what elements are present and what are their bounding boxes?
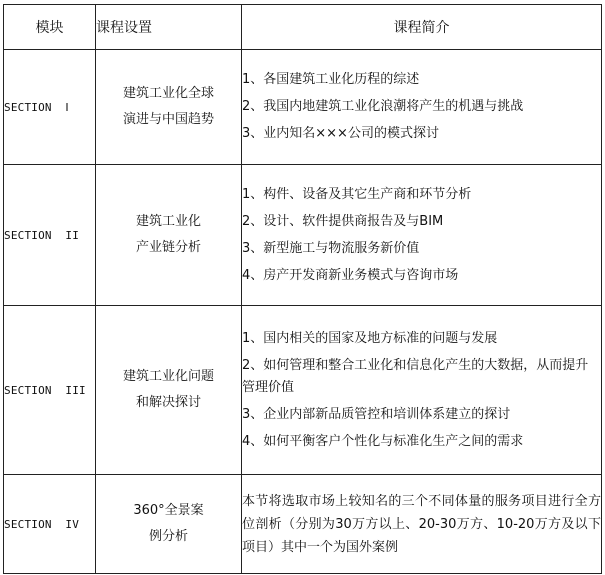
- course-intro-cell: [242, 50, 602, 165]
- intro-item: 2、如何管理和整合工业化和信息化产生的大数据，从而提升管理价值: [242, 357, 589, 395]
- course-setting-line: 和解决探讨: [135, 395, 201, 410]
- course-syllabus-table: [3, 4, 602, 574]
- course-setting-line: 建筑工业化: [135, 214, 201, 229]
- table-row: [4, 475, 602, 574]
- course-setting-cell: [96, 306, 242, 475]
- header-course-setting: 课程设置: [96, 5, 242, 50]
- header-course-intro: 课程简介: [242, 5, 602, 50]
- intro-item: 2、设计、软件提供商报告及与BIM: [242, 213, 444, 229]
- module-cell: SECTION III: [4, 306, 96, 475]
- intro-item: 1、构件、设备及其它生产商和环节分析: [242, 186, 472, 202]
- course-setting-line: 建筑工业化全球: [122, 86, 214, 101]
- intro-item: 3、业内知名×××公司的模式探讨: [242, 126, 439, 141]
- module-cell: SECTION IV: [4, 475, 96, 574]
- intro-item: 2、我国内地建筑工业化浪潮将产生的机遇与挑战: [242, 99, 524, 114]
- intro-item: 3、企业内部新品质管控和培训体系建立的探讨: [242, 406, 511, 422]
- course-intro-cell: [242, 306, 602, 475]
- header-module: 模块: [4, 5, 96, 50]
- course-intro-cell: [242, 475, 602, 574]
- course-setting-line: 建筑工业化问题: [122, 369, 214, 384]
- course-setting-line: 产业链分析: [135, 240, 201, 255]
- course-setting-line: 演进与中国趋势: [122, 112, 214, 127]
- table-row: [4, 165, 602, 306]
- module-cell: SECTION Ⅰ: [4, 50, 96, 165]
- module-cell: SECTION II: [4, 165, 96, 306]
- course-intro-cell: [242, 165, 602, 306]
- course-setting-line: 例分析: [148, 529, 188, 544]
- table-header-row: [4, 5, 602, 50]
- intro-item: 1、国内相关的国家及地方标准的问题与发展: [242, 330, 498, 346]
- table-row: [4, 50, 602, 165]
- intro-paragraph: 本节将选取市场上较知名的三个不同体量的服务项目进行全方位剖析（分别为30万方以上、20-30万方、10-20万方及以下项目）其中一个为国外案例: [242, 493, 601, 555]
- intro-item: 1、各国建筑工业化历程的综述: [242, 72, 420, 87]
- course-setting-line: 360°全景案: [133, 503, 204, 518]
- intro-item: 4、房产开发商新业务模式与咨询市场: [242, 267, 459, 283]
- course-setting-cell: [96, 50, 242, 165]
- intro-item: 3、新型施工与物流服务新价值: [242, 240, 420, 256]
- course-setting-cell: [96, 475, 242, 574]
- table-row: [4, 306, 602, 475]
- course-setting-cell: [96, 165, 242, 306]
- intro-item: 4、如何平衡客户个性化与标准化生产之间的需求: [242, 433, 524, 449]
